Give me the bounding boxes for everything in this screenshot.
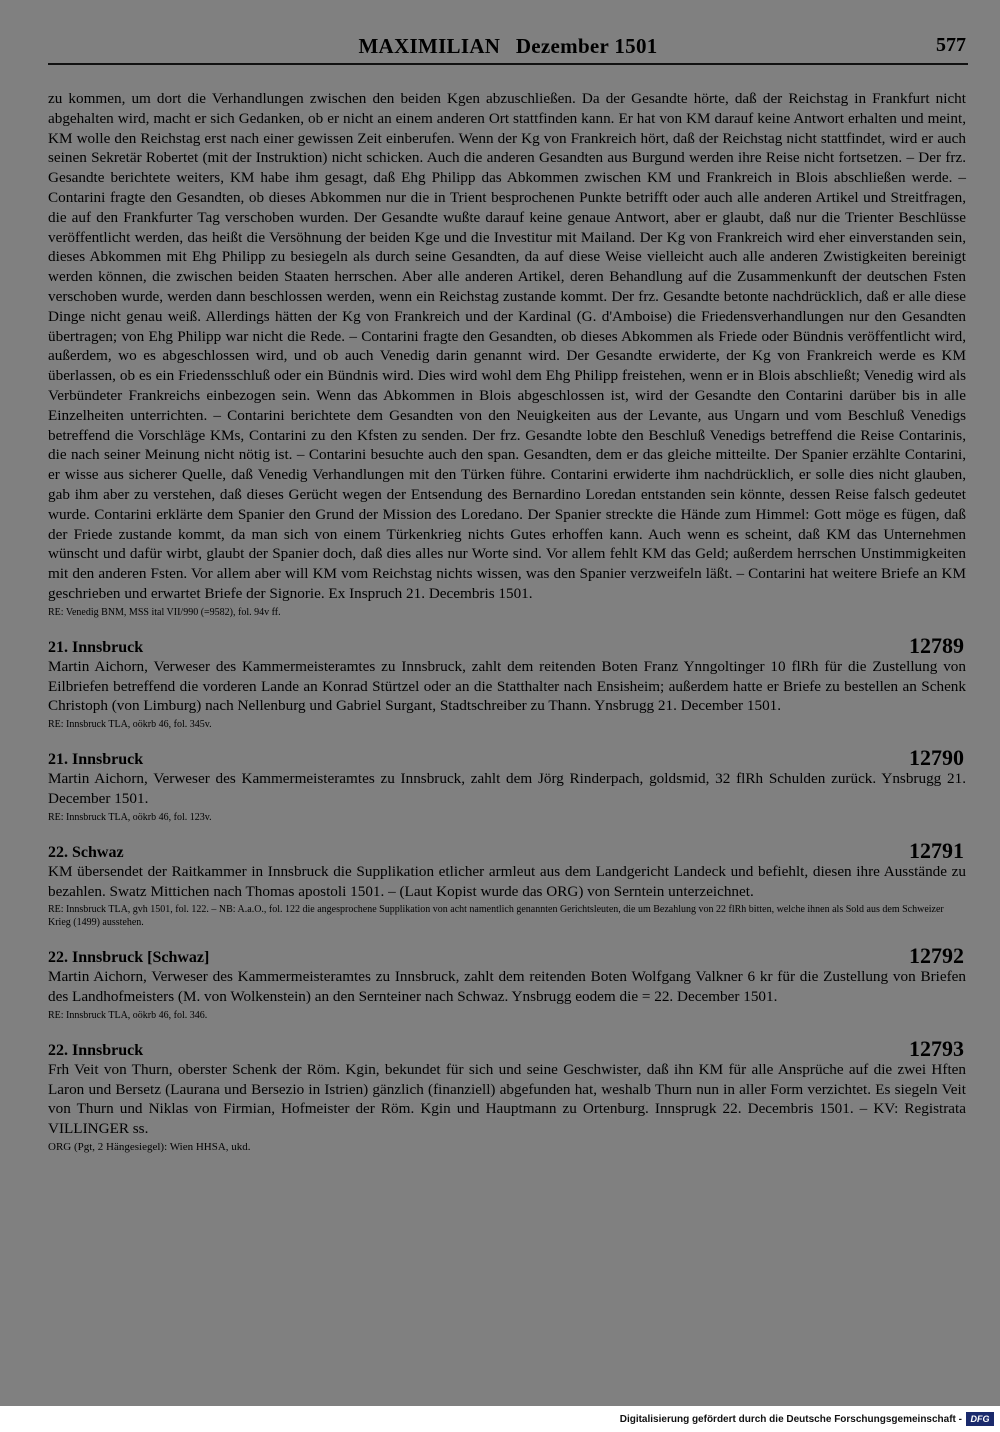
entry-number: 12789 bbox=[909, 632, 964, 658]
entry-reference: ORG (Pgt, 2 Hängesiegel): Wien HHSA, ukd. bbox=[48, 1141, 251, 1154]
entry-number: 12790 bbox=[909, 745, 964, 771]
entry-reference: RE: Innsbruck TLA, oökrb 46, fol. 346. bbox=[48, 1009, 208, 1021]
header-name: MAXIMILIAN bbox=[358, 34, 501, 58]
entry-number: 12791 bbox=[909, 837, 964, 863]
entry-date: 22. Innsbruck bbox=[48, 1041, 144, 1059]
header-date: Dezember 1501 bbox=[515, 34, 658, 58]
running-header bbox=[48, 34, 968, 64]
entry-heading bbox=[48, 747, 966, 769]
entry-reference: RE: Innsbruck TLA, oökrb 46, fol. 345v. bbox=[48, 719, 212, 731]
regest-entry bbox=[48, 945, 966, 1022]
entry-text: Martin Aichorn, Verweser des Kammermeisteramtes zu Innsbruck, zahlt dem Jörg Rinderpach, goldsmid, 32 flRh Schulden zurück. Ynsbrugg 21. December 1501. bbox=[48, 770, 966, 807]
dfg-logo[interactable]: DFG bbox=[966, 1412, 994, 1426]
entry-heading bbox=[48, 1035, 966, 1061]
intro-text: zu kommen, um dort die Verhandlungen zwischen den beiden Kgen abzuschließen. Da der Gesandte hörte, daß der Reichstag in Frankfurt nicht abgehalten wird, macht er sich Gedanken, ob er nicht an einem anderen Ort stattfinden kann. Er hat von KM darauf keine Antwort erhalten und meint, KM wolle den Reichstag erst nach einer gewissen Zeit einberufen. Wenn der Kg von Frankreich hört, daß der Reichstag nicht stattfindet, wird er auch seinen Sekretär Robertet (mit der Instruktion) nicht schicken. Auch die anderen Gesandten aus Burgund werden ihre Reise nicht fortsetzen. – Der frz. Gesandte berichtete weiters, KM habe ihm gesagt, daß Ehg Philipp das Abkommen zwischen KM und Frankreich in Blois abschließen werde. – Contarini fragte den Gesandten, ob dieses Abkommen nur die in Trient besprochenen Punkte betrifft oder auch alle anderen Artikel und Streitfragen, die auf den Frankfurter Tag verschoben wurden. Der Gesandte wußte darauf keine genaue Antwort, aber er glaubt, daß nur die Trienter Beschlüsse veröffentlicht werden, das heißt die Versöhnung der beiden Kge und die Investitur mit Mailand. Der Kg von Frankreich wird eher einverstanden sein, dieses Abkommen mit Ehg Philipp zu besiegeln als durch seine Gesandten, da auf diese Weise vielleicht auch alle anderen Zwistigkeiten bereinigt werden können, die zwischen beiden Staaten herrschen. Aber alle anderen Artikel, deren Behandlung auf die Zusammenkunft der deutschen Fsten verschoben wurde, werden dann beschlossen werden, wenn ein Reichstag zustande kommt. Der frz. Gesandte betonte nachdrücklich, daß er alle diese Dinge nicht genau weiß. Allerdings hätten der Kg von Frankreich und der Kardinal (G. d'Amboise) die Friedensverhandlungen nur den Gesandten übertragen; von Ehg Philipp war nicht die Rede. – Contarini fragte den Gesandten, ob dieses Abkommen als Friede oder Bündnis veröffentlicht wird, außerdem, wo es abgeschlossen wird, und ob auch Venedig darin genannt wird. Der Gesandte erwiderte, der Kg von Frankreich werde es KM überlassen, ob es ein Friedensschluß oder ein Bündnis wird. Dies wird wohl dem Ehg Philipp freistehen, wenn er in Blois abschließt; Venedig wird als Verbündeter Frankreichs einbezogen sein. Wenn das Abkommen in Blois abgeschlossen ist, wird der Gesandte den Contarini darüber bis in alle Einzelheiten unterrichten. – Contarini berichtete dem Gesandten von den Neuigkeiten aus der Levante, aus Ungarn und vom Beschluß Venedigs betreffend die Vorschläge KMs, Contarini zu den Kfsten zu senden. Der frz. Gesandte lobte den Beschluß Venedigs betreffend die Reise Contarinis, die nach seiner Meinung nicht nötig ist. – Contarini besuchte auch den span. Gesandten, dem er das gleiche mitteilte. Der Spanier erzählte Contarini, er wisse aus sicherer Quelle, daß Venedig Verhandlungen mit den Türken führe. Contarini erwiderte ihm nachdrücklich, er solle dies nicht glauben, gab ihm aber zu verstehen, daß dieses Gerücht wegen der Entsendung des Bernardino Loredan entstanden sein könnte, dessen Reise falsch gedeutet wurde. Contarini erklärte dem Spanier den Grund der Mission des Loredano. Der Spanier streckte die Hände zum Himmel: Gott möge es fügen, daß der Friede zustande kommt, da man sich von einem Türkenkrieg nichts Gutes erhoffen kann. Auch wenn es scheint, daß KM das Unternehmen wünscht und dafür wirbt, glaubt der Spanier doch, daß dies alles nur Worte sind. Vor allem fehlt KM das Geld; außerdem herrschen Unstimmigkeiten mit den anderen Fsten. Vor allem aber will KM vom Reichstag nichts wissen, was den Spanier verzweifeln läßt. – Contarini hat weitere Briefe an KM geschrieben und erwartet Briefe der Signorie. Ex Inspruch 21. Decembris 1501. bbox=[48, 90, 966, 602]
entry-date: 22. Innsbruck [Schwaz] bbox=[48, 949, 210, 967]
entry-heading bbox=[48, 837, 966, 863]
entry-date: 21. Innsbruck bbox=[48, 638, 144, 656]
intro-reference: RE: Venedig BNM, MSS ital VII/990 (=9582), fol. 94v ff. bbox=[48, 606, 281, 618]
footer-bar bbox=[0, 1406, 1000, 1432]
entry-text: Frh Veit von Thurn, oberster Schenk der Röm. Kgin, bekundet für sich und seine Geschwister, daß ihn KM für alle Ansprüche auf die zwei Hften Laron und Bersetz (Laurana und Bersezio in Istrien) gänzlich (finanziell) abgefunden hat, weshalb Thurn nun in aller Form verzichtet. Es siegeln Veit von Thurn und Niklas von Firmian, Hofmeister der Röm. Kgin und Hauptmann zu Ortenburg. Innsprugk 22. Decembris 1501. – KV: Registrata VILLINGER ss. bbox=[48, 1060, 966, 1138]
entry-number: 12792 bbox=[909, 943, 964, 969]
regest-entry bbox=[48, 1035, 966, 1154]
entry-text: Martin Aichorn, Verweser des Kammermeisteramtes zu Innsbruck, zahlt dem reitenden Boten Wolfgang Valkner 6 kr für die Zustellung von Briefen des Landhofmeisters (M. von Wolkenstein) an den Sernteiner nach Schwaz. Ynsbrugg eodem die = 22. December 1501. bbox=[48, 968, 966, 1006]
page-number: 577 bbox=[936, 34, 966, 56]
entry-text: Martin Aichorn, Verweser des Kammermeisteramtes zu Innsbruck, zahlt dem reitenden Boten Franz Ynngoltinger 10 flRh für die Zustellung von Eilbriefen betreffend die vorderen Lande an Konrad Stürtzel oder an die Statthalter nach Ensisheim; außerdem hatte er Briefe zu bestellen an Schenk Christoph (von Limburg) nach Nellenburg und Gabriel Surgant, Stadtschreiber zu Thann. Ynsbrugg 21. December 1501. bbox=[48, 657, 966, 715]
entry-number: 12793 bbox=[909, 1035, 964, 1061]
page-content bbox=[48, 89, 966, 1154]
entry-reference: RE: Innsbruck TLA, oökrb 46, fol. 123v. bbox=[48, 811, 212, 823]
entry-text: KM übersendet der Raitkammer in Innsbruck die Supplikation etlicher armleut aus dem Landgericht Landeck und befiehlt, diesen ihre Ausstände zu bezahlen. Swatz Mittichen nach Thomas apostoli 1501. – (Laut Kopist wurde das ORG) von Serntein unterzeichnet. bbox=[48, 862, 966, 900]
regest-entry bbox=[48, 747, 966, 824]
entry-heading bbox=[48, 632, 966, 658]
entry-reference: RE: Innsbruck TLA, gvh 1501, fol. 122. – NB: A.a.O., fol. 122 die angesprochene Supplikation von acht namentlich genannten Gerichtsleuten, die um Bezahlung von 22 flRh bitten, welche ihnen als Sold aus dem Schweizer Krieg (1499) ausstehen. bbox=[48, 904, 944, 929]
entry-date: 22. Schwaz bbox=[48, 843, 124, 861]
funding-notice: Digitalisierung gefördert durch die Deutsche Forschungsgemeinschaft - bbox=[619, 1414, 962, 1425]
header-rule bbox=[48, 63, 968, 65]
entry-heading bbox=[48, 945, 966, 967]
entry-date: 21. Innsbruck bbox=[48, 751, 144, 769]
header-title bbox=[48, 34, 968, 59]
regest-entry bbox=[48, 632, 966, 731]
regest-entry bbox=[48, 837, 966, 930]
